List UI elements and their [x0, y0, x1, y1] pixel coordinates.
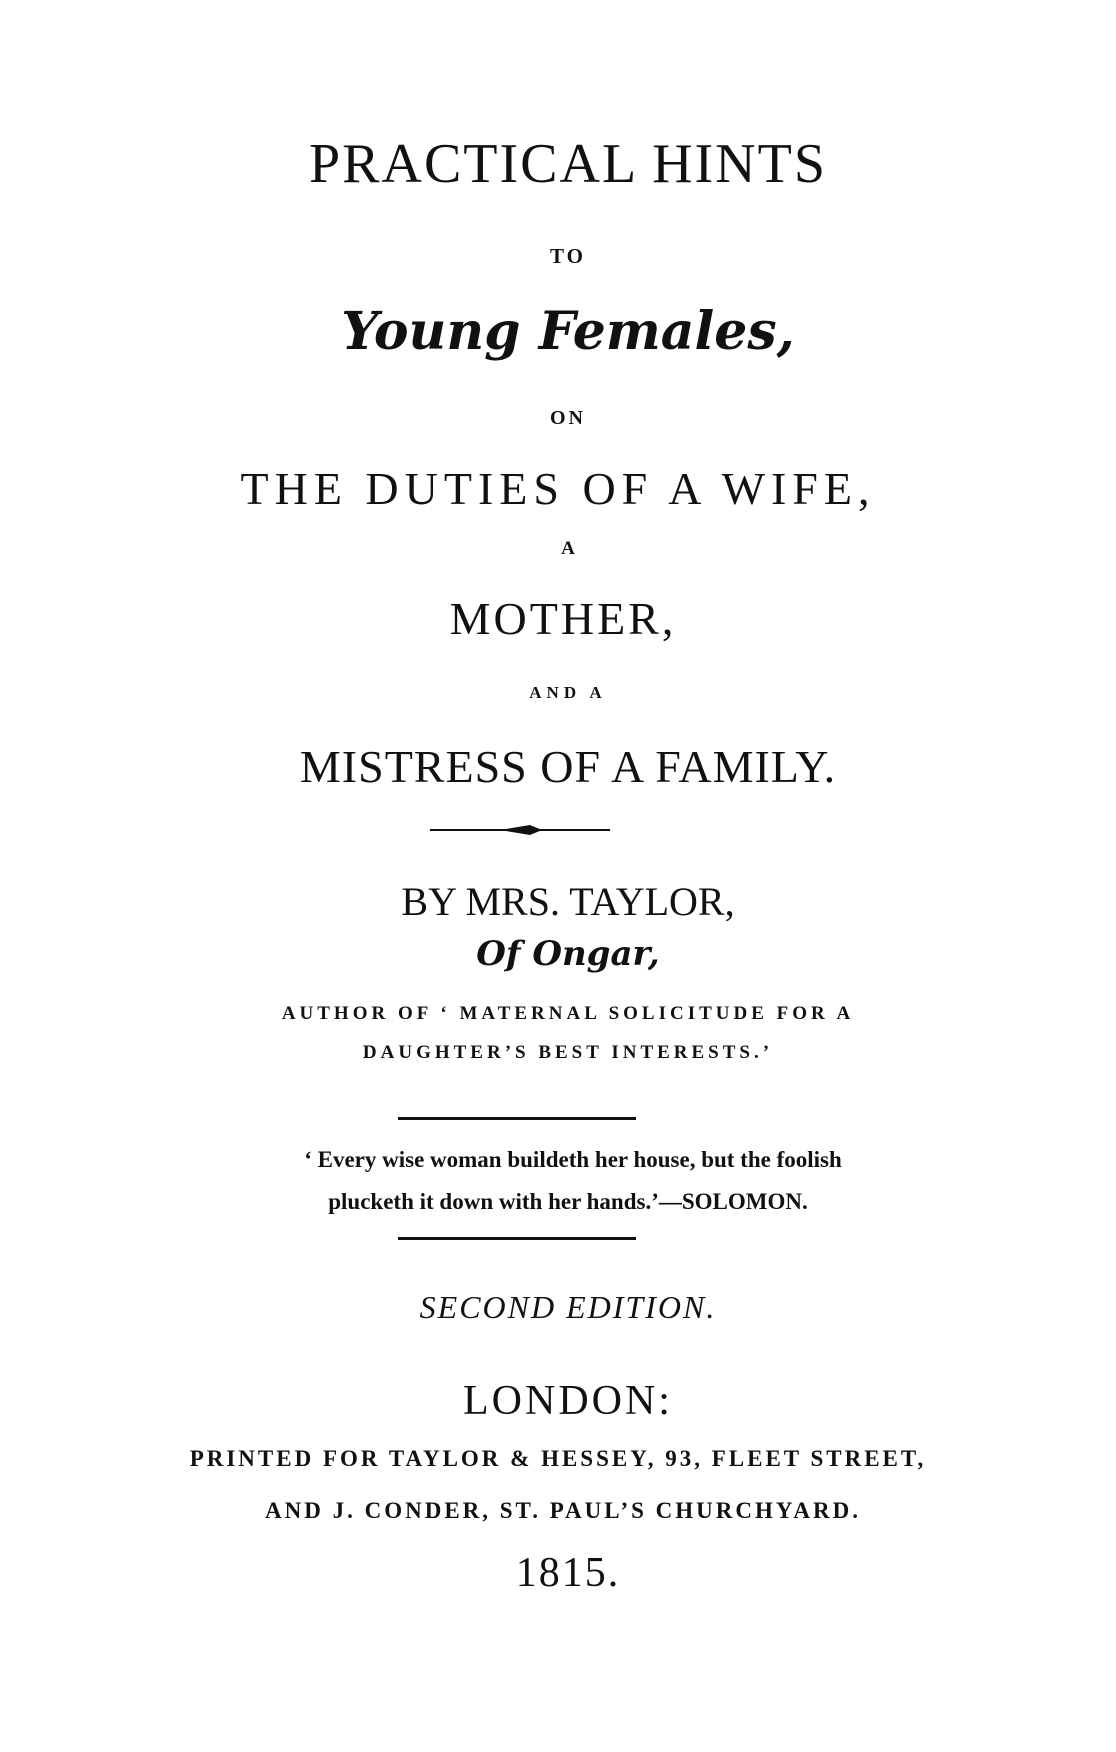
- title-duties: THE DUTIES OF A WIFE,: [240, 463, 876, 514]
- title-connector-a: A: [561, 538, 575, 559]
- epigraph-line-1: ‘ Every wise woman buildeth her house, but the foolish: [304, 1147, 842, 1172]
- title-connector-on: ON: [550, 407, 586, 429]
- ornamental-rule: [430, 823, 610, 837]
- title-connector-to: TO: [550, 244, 586, 268]
- publication-year: 1815.: [515, 1550, 621, 1596]
- imprint-line-2: AND J. CONDER, ST. PAUL’S CHURCHYARD.: [265, 1498, 861, 1523]
- divider-rule: [398, 1237, 636, 1240]
- author-place: Of Ongar,: [476, 934, 660, 974]
- publication-place: LONDON:: [463, 1378, 673, 1424]
- imprint-line-1: PRINTED FOR TAYLOR & HESSEY, 93, FLEET STREET,: [189, 1446, 927, 1471]
- author-byline: BY MRS. TAYLOR,: [401, 879, 735, 924]
- author-credit-line-2: DAUGHTER’S BEST INTERESTS.’: [362, 1042, 774, 1063]
- title-mother: MOTHER,: [449, 593, 677, 644]
- divider-rule: [398, 1117, 636, 1120]
- author-credit-line-1: AUTHOR OF ‘ MATERNAL SOLICITUDE FOR A: [281, 1003, 855, 1024]
- book-title: PRACTICAL HINTS: [309, 133, 827, 195]
- edition-statement: SECOND EDITION.: [419, 1289, 717, 1325]
- title-subject: Young Females,: [341, 301, 795, 362]
- title-mistress: MISTRESS OF A FAMILY.: [299, 741, 837, 792]
- title-connector-and-a: AND A: [529, 683, 607, 702]
- epigraph-line-2: plucketh it down with her hands.’—SOLOMON.: [328, 1189, 808, 1214]
